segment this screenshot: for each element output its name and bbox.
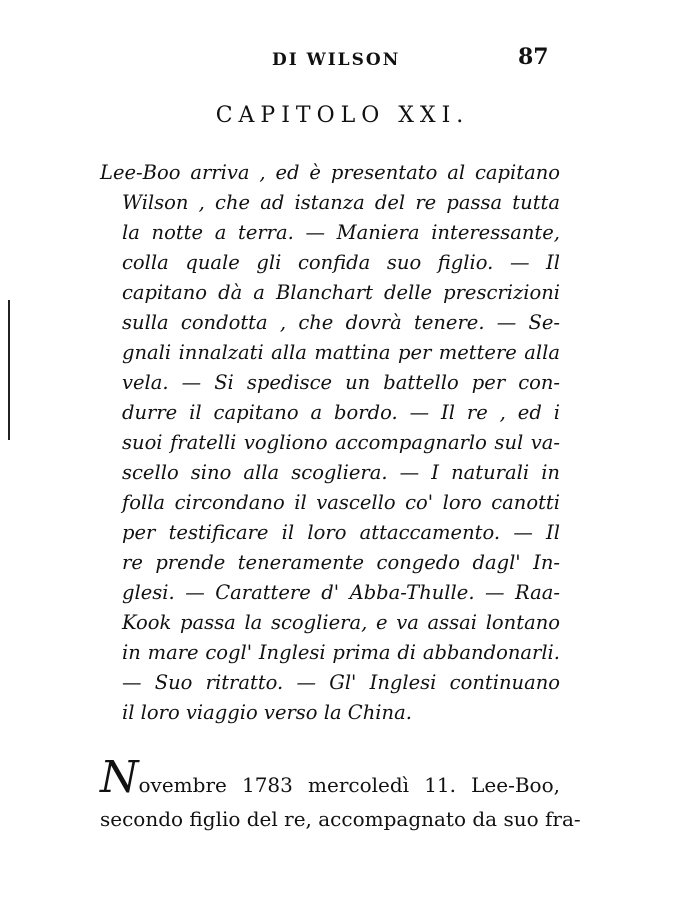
summary-line: il loro viaggio verso la China. [122, 701, 412, 724]
summary-line: per testificare il loro attaccamento. — Il [122, 521, 560, 544]
summary-line: la notte a terra. — Maniera interessante, [122, 221, 560, 244]
summary-line: Kook passa la scogliera, e va assai lontano [122, 611, 560, 634]
summary-line: gnali innalzati alla mattina per mettere alla [122, 341, 560, 364]
summary-line: in mare cogl' Inglesi prima di abbandonarli. [122, 641, 560, 664]
chapter-title: CAPITOLO XXI. [215, 103, 470, 128]
body-text [100, 752, 581, 846]
drop-cap: N [100, 752, 139, 803]
running-head [0, 44, 677, 76]
running-title: DI WILSON [272, 50, 401, 70]
summary-line: colla quale gli confida suo figlio. — Il [122, 251, 560, 274]
summary-line: sulla condotta , che dovrà tenere. — Se- [122, 311, 560, 334]
margin-bracket-mark [6, 300, 12, 440]
summary-line: folla circondano il vascello co' loro canotti [122, 491, 560, 514]
chapter-summary [100, 158, 560, 728]
summary-line: Wilson , che ad istanza del re passa tutta [122, 191, 560, 214]
summary-line: vela. — Si spedisce un battello per con- [122, 371, 560, 394]
body-line-text: ovembre 1783 mercoledì 11. Lee-Boo, [138, 773, 560, 797]
summary-line: suoi fratelli vogliono accompagnarlo sul va- [122, 431, 560, 454]
summary-line: re prende teneramente congedo dagl' In- [122, 551, 560, 574]
summary-line: Lee-Boo arriva , ed è presentato al capitano [100, 161, 560, 184]
summary-line: glesi. — Carattere d' Abba-Thulle. — Raa- [122, 581, 560, 604]
page-number: 87 [518, 44, 549, 70]
body-line [100, 752, 560, 804]
summary-line: scello sino alla scogliera. — I naturali in [122, 461, 560, 484]
body-line: secondo figlio del re, accompagnato da suo fra- [100, 807, 581, 831]
summary-line: — Suo ritratto. — Gl' Inglesi continuano [122, 671, 560, 694]
summary-line: capitano dà a Blanchart delle prescrizioni [122, 281, 560, 304]
summary-line: durre il capitano a bordo. — Il re , ed i [122, 401, 560, 424]
